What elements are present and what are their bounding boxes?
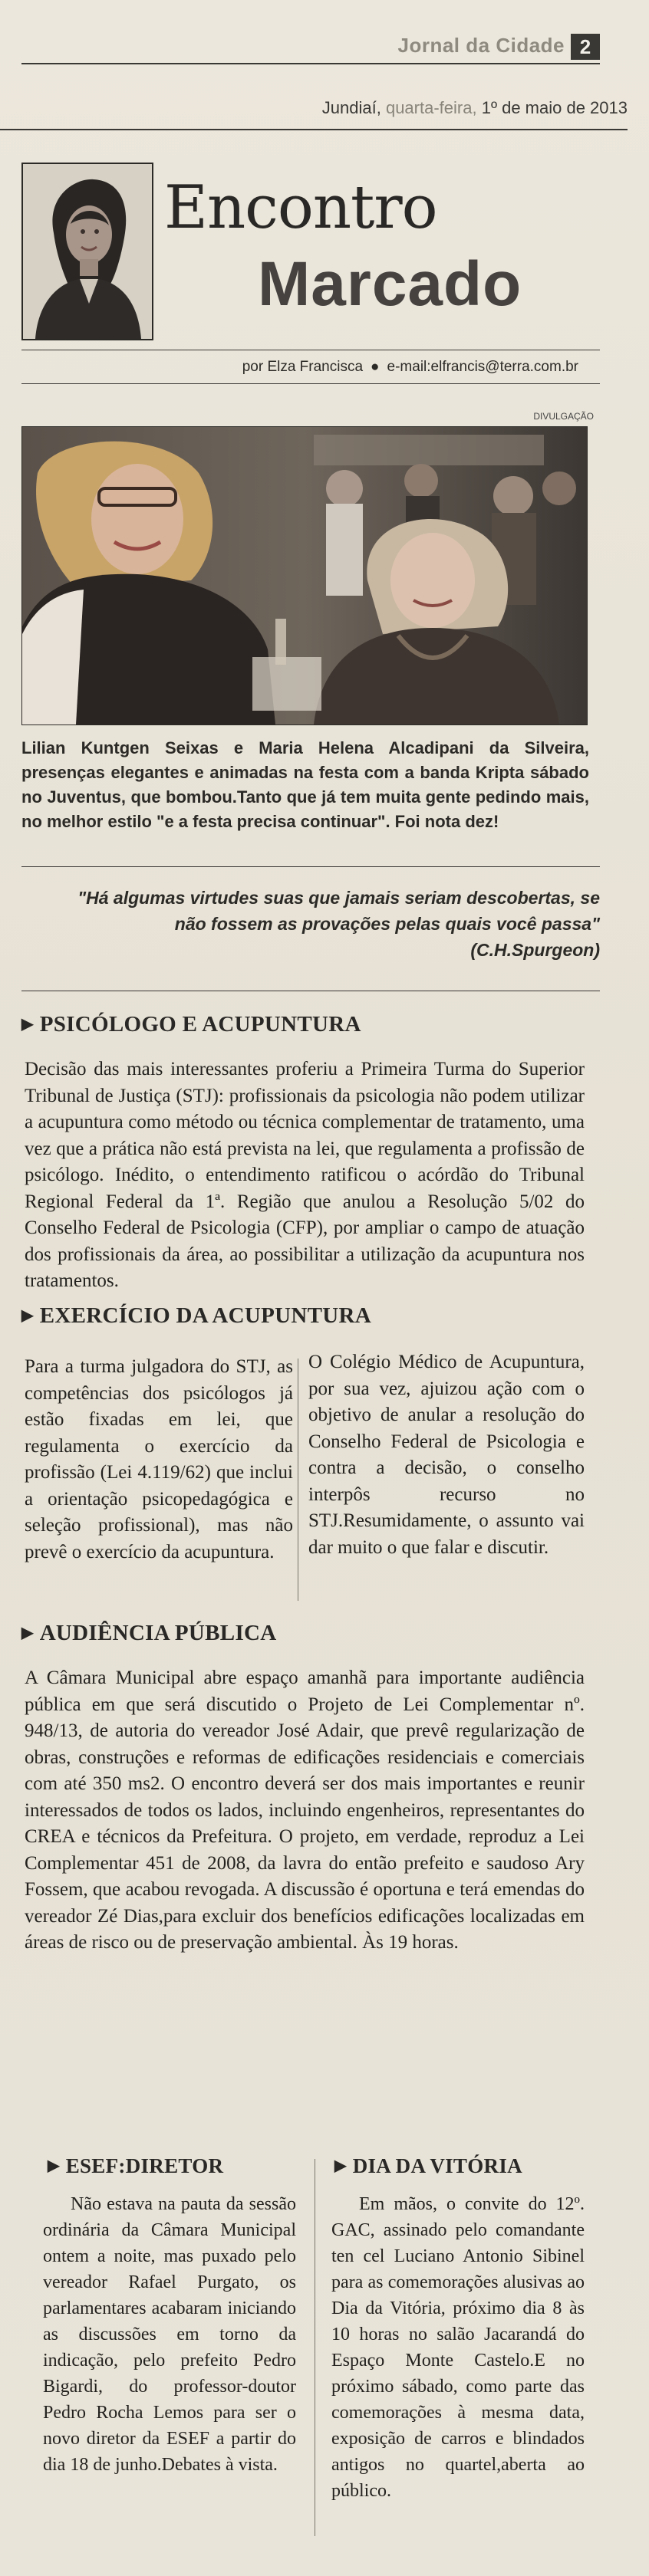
section-title-psicologo [21,1012,361,1037]
section-title-audiencia-text: AUDIÊNCIA PÚBLICA [39,1621,277,1645]
section-arrow-icon: ▶ [48,2157,60,2174]
section-arrow-icon: ▶ [21,1016,34,1033]
byline-bullet-icon: ● [371,359,380,375]
columnist-portrait [21,163,153,340]
section-body-esef: Não estava na pauta da sessão ordinária da Câmara Municipal ontem a noite, mas puxado pelo vereador Rafael Purgato, os parlamentares acabaram iniciando as discussões em torno da indicação, pelo prefeito Pedro Bigardi, do professor-doutor Pedro Rocha Lemos para ser o novo diretor da ESEF a partir do dia 18 de junho.Debates à vista. [43,2194,296,2475]
section-title-audiencia [21,1621,277,1646]
section-body-psicologo: Decisão das mais interessantes proferiu a Primeira Turma do Superior Tribunal de Justiça (STJ): profissionais da psicologia não podem utilizar a acupuntura como método ou técnica complementar de tratamento, uma vez que a prática não está prevista na lei, que regulamenta a profissão de psicólogo. Inédito, o entendimento ratificou o acórdão do Tribunal Regional Federal da 1ª. Região que anulou a Resolução 5/02 do Conselho Federal de Psicologia (CFP), por ampliar o campo de atuação dos profissionais da área, ao possibilitar a utilização da acupuntura nos tratamentos. [25,1059,585,1291]
section-arrow-icon: ▶ [334,2157,347,2174]
newspaper-name: Jornal da Cidade [397,34,565,57]
page-number-badge: 2 [571,34,600,60]
section-title-vitoria-text: DIA DA VITÓRIA [352,2154,522,2177]
photo-caption: Lilian Kuntgen Seixas e Maria Helena Alcadipani da Silveira, presenças elegantes e animadas na festa com a banda Kripta sábado no Juventus, que bombou.Tanto que já tem muita gente pedindo mais, no melhor estilo "e a festa precisa continuar". Foi nota dez! [21,738,589,831]
masthead-rule [21,63,600,64]
byline-author: por Elza Francisca [242,359,364,375]
section-title-esef [48,2154,223,2178]
section-body-exercicio-left: Para a turma julgadora do STJ, as competências dos psicólogos já estão fixadas em lei, que regulamenta o exercício da profissão (Lei 4.119/62) que inclui a orientação psicopedagógica e seleção profissional), mas não prevê o exercício da acupuntura. [25,1356,293,1562]
section-arrow-icon: ▶ [21,1625,34,1641]
quote-text: "Há algumas virtudes suas que jamais seriam descobertas, se não fossem as provações pelas quais você passa" [77,888,600,934]
event-photo [21,426,588,725]
dateline-city: Jundiaí, [321,98,381,117]
event-photo-illustration [22,427,587,724]
section-body-audiencia: A Câmara Municipal abre espaço amanhã para importante audiência pública em que será discutido o Projeto de Lei Complementar nº. 948/13, de autoria do vereador José Adair, que prevê regularização de obras, construções e reformas de edificações residenciais e comerciais com até 350 ms2. O encontro deverá ser dos mais importantes e reunir interessados de todos os lados, incluindo engenheiros, representantes do CREA e técnicos da Prefeitura. O projeto, em verdade, reproduz a Lei Complementar 451 de 2008, da lavra do então prefeito e saudoso Ary Fossem, que acabou revogada. A discussão é oportuna e terá emendas do vereador Zé Dias,para excluir dos benefícios edificações localizadas em áreas de risco ou de preservação ambiental. Às 19 horas. [25,1668,585,1953]
section-body-vitoria: Em mãos, o convite do 12º. GAC, assinado pelo comandante ten cel Luciano Antonio Sibinel para as comemorações alusivas ao Dia da Vitória, próximo dia 8 às 10 horas no salão Jacarandá do Espaço Monte Castelo.E no próximo sábado, como parte das comemorações à mesma data, exposição de carros e blindados antigos no quartel,aberta ao público. [331,2194,585,2501]
quote-author: (C.H.Spurgeon) [470,940,600,960]
section-title-exercicio [21,1303,371,1329]
caption-rule [21,866,600,867]
dateline [322,98,628,118]
section-arrow-icon: ▶ [21,1307,34,1324]
byline-bottom-rule [21,383,600,384]
column-title-line2: Marcado [258,249,522,319]
masthead [21,0,621,74]
section-title-exercicio-text: EXERCÍCIO DA ACUPUNTURA [39,1303,371,1328]
section-body-exercicio-right: O Colégio Médico de Acupuntura, por sua vez, ajuizou ação com o objetivo de anular a resolução do Conselho Federal de Psicologia e contra a decisão, o conselho interpôs recurso no STJ.Resumidamente, o assunto vai dar muito o que falar e discutir. [308,1352,585,1558]
dateline-weekday: quarta-feira, [385,98,477,117]
quote-block [46,885,600,963]
byline [242,359,578,376]
section-title-esef-text: ESEF:DIRETOR [65,2154,224,2177]
photo-credit: DIVULGAÇÃO [533,411,594,422]
columnist-portrait-illustration [23,164,152,339]
byline-email: e-mail:elfrancis@terra.com.br [387,359,578,375]
section-title-psicologo-text: PSICÓLOGO E ACUPUNTURA [39,1012,361,1037]
dateline-rule [0,129,628,130]
dateline-date: 1º de maio de 2013 [481,98,628,117]
column-title-line1: Encontro [164,173,437,242]
column-header [21,163,600,343]
section-title-vitoria [334,2154,522,2178]
